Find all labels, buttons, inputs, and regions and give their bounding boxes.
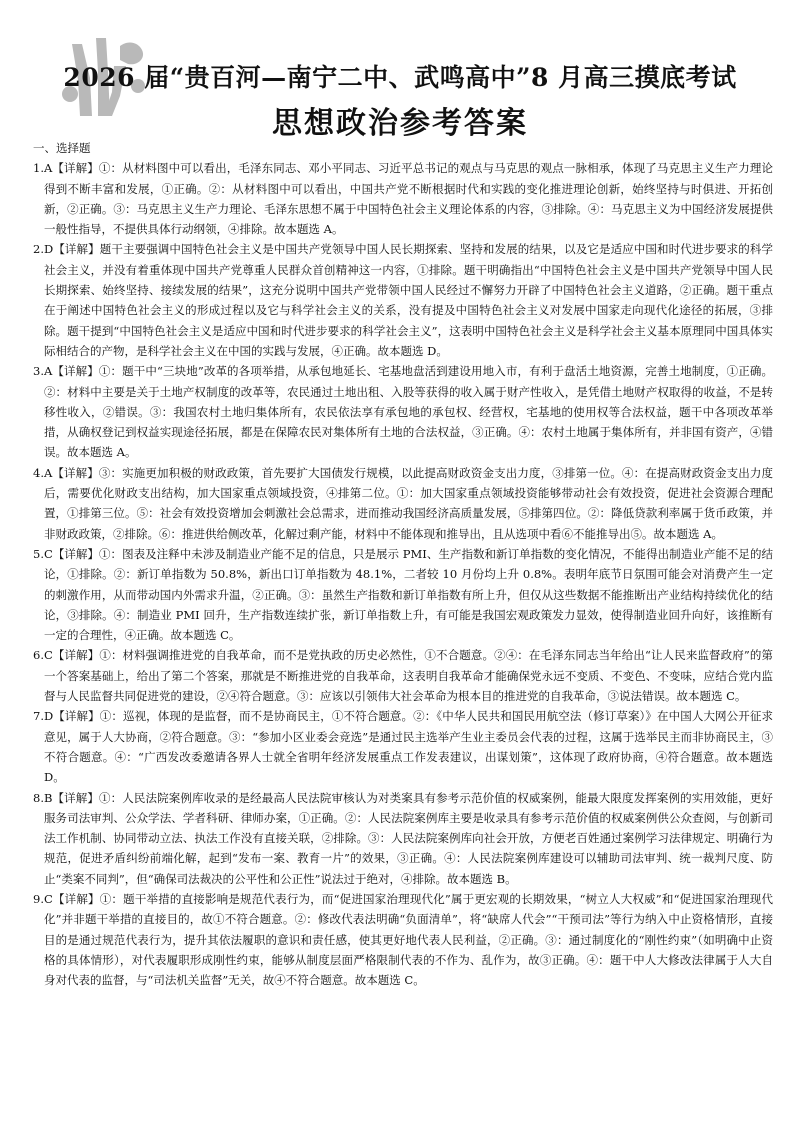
question-number: 7. bbox=[33, 709, 44, 724]
question-number: 3. bbox=[33, 364, 44, 379]
question-item-7 bbox=[33, 706, 773, 787]
question-number: 4. bbox=[33, 465, 44, 480]
question-item-1 bbox=[33, 158, 773, 239]
question-explanation: C【详解】①：题干举措的直接影响是规范代表行为，而“促进国家治理现代化”属于更宏观的长期效果，“树立人大权威”和“促进国家治理现代化”并非题干举措的直接目的，故①不符合题意。②：修改代表法明确“负面清单”，将“缺席人代会”“干预司法”等行为纳入中止资格情形，直接目的是通过规范代表行为，提升其依法履职的意识和责任感，使其更好地代表人民利益，②正确。③：通过制度化的“刚性约束”（如明确中止资格的具体情形），对代表履职形成刚性约束，能够从制度层面严格限制代表的不作为、乱作为，故③正确。④：题干中人大修改法律属于人大自身对代表的监督，与“司法机关监督”无关，故④不符合题意。故本题选 C。 bbox=[43, 891, 773, 988]
question-number: 6. bbox=[33, 648, 44, 663]
question-number: 9. bbox=[33, 891, 44, 906]
question-explanation: A【详解】③：实施更加积极的财政政策，首先要扩大国债发行规模，以此提高财政资金支出力度，③排第一位。④：在提高财政资金支出力度后，需要优化财政支出结构，加大国家重点领域投资，④排第二位。①：加大国家重点领域投资能够带动社会有效投资，促进社会资源合理配置，①排第三位。⑤：社会有效投资增加会刺激社会总需求，进而推动我国经济高质量发展，⑤排第四位。②：降低贷款利率属于货币政策，并非财政政策，②排除。⑥：推进供给侧改革，化解过剩产能，材料中不能体现和推导出，且从选项中看⑥不能推导出⑤。故本题选 A。 bbox=[43, 465, 773, 541]
question-explanation: D【详解】题干主要强调中国特色社会主义是中国共产党领导中国人民长期探索、坚持和发展的结果，以及它是适应中国和时代进步要求的科学社会主义，并没有着重体现中国共产党尊重人民群众首创精神这一内容，①排除。题干明确指出“中国特色社会主义是中国共产党领导中国人民长期探索、始终坚持、接续发展的结果”，这充分说明中国共产党带领中国人民经过不懈努力开辟了中国特色社会主义道路，②正确。题干重点在于阐述中国特色社会主义的形成过程以及它与科学社会主义的关系，没有提及中国特色社会主义对发展中国家走向现代化途径的拓展，③排除。题干提到“中国特色社会主义是适应中国和时代进步要求的科学社会主义”，这表明中国特色社会主义是科学社会主义基本原理同中国具体实际相结合的产物，是科学社会主义在中国的实践与发展，④正确。故本题选 D。 bbox=[43, 242, 773, 358]
question-item-5 bbox=[33, 544, 773, 645]
question-item-9 bbox=[33, 889, 773, 990]
question-item-6 bbox=[33, 645, 773, 706]
answer-key-title: 思想政治参考答案 bbox=[272, 106, 528, 141]
section-heading: 一、选择题 bbox=[33, 141, 91, 155]
question-number: 2. bbox=[33, 242, 44, 257]
question-explanation: C【详解】①：材料强调推进党的自我革命，而不是党执政的历史必然性，①不合题意。②④：在毛泽东同志当年给出“让人民来监督政府”的第一个答案基础上，给出了第二个答案，那就是不断推进党的自我革命，这表明自我革命才能确保党永远不变质、不变色、不变味，应结合党内监督与人民监督共同促进党的建设，②④符合题意。③：应该以引领伟大社会革命为根本目的推进党的自我革命，③说法错误。故本题选 C。 bbox=[43, 648, 773, 704]
question-item-8 bbox=[33, 788, 773, 889]
question-explanation: C【详解】①：图表及注释中未涉及制造业产能不足的信息，只是展示 PMI、生产指数和新订单指数的变化情况，不能得出制造业产能不足的结论，①排除。②：新订单指数为 50.8%，新出口订单指数为 48.1%，二者较 10 月份均上升 0.8%。表明年底节日氛围可能会对消费产生一定的刺激作用，从而带动国内外需求升温，②正确。③：虽然生产指数和新订单指数有所上升，但仅从这些数据不能推断出产业结构持续优化的结论，③排除。④：制造业 PMI 回升，生产指数连续扩张，新订单指数上升，有可能是我国宏观政策发力显效，使得制造业回升向好，该推断有一定的合理性，④正确。故本题选 C。 bbox=[43, 546, 773, 643]
question-explanation: D【详解】①：巡视，体现的是监督，而不是协商民主，①不符合题意。②：《中华人民共和国民用航空法（修订草案）》在中国人大网公开征求意见，属于人大协商，②符合题意。③：“参加小区业委会竞选”是通过民主选举产生业主委员会代表的过程，这属于选举民主而非协商民主，③不符合题意。④：“广西发改委邀请各界人士就全省明年经济发展重点工作发表建议，出谋划策”，这体现了政府协商，④符合题意。故本题选 D。 bbox=[43, 709, 773, 785]
question-explanation: A【详解】①：从材料图中可以看出，毛泽东同志、邓小平同志、习近平总书记的观点与马克思的观点一脉相承，体现了马克思主义生产力理论得到不断丰富和发展，①正确。②：从材料图中可以看出，中国共产党不断根据时代和实践的变化推进理论创新，始终坚持与时俱进、开拓创新，②正确。③：马克思主义生产力理论、毛泽东思想不属于中国特色社会主义理论体系的内容，③排除。④：马克思主义为中国经济发展提供一般性指导，不提供具体行动纲领，④排除。故本题选 A。 bbox=[43, 161, 773, 237]
answer-content bbox=[33, 138, 773, 990]
question-item-2 bbox=[33, 239, 773, 361]
question-number: 8. bbox=[33, 790, 44, 805]
question-number: 1. bbox=[33, 161, 44, 176]
question-explanation: B【详解】①：人民法院案例库收录的是经最高人民法院审核认为对类案具有参考示范价值的权威案例，能最大限度发挥案例的实用效能，更好服务司法审判、公众学法、学者科研、律师办案，①正确。②：人民法院案例库主要是收录具有参考示范价值的权威案例供公众查阅，与创新司法工作机制、协同带动立法、执法工作没有直接关联，②排除。③：人民法院案例库向社会开放，方便老百姓通过案例学习法律规定、明确行为规范，促进矛盾纠纷前端化解，起到“发布一案、教育一片”的效果，③正确。④：人民法院案例库建设可以辅助司法审判、统一裁判尺度、防止“类案不同判”，但“确保司法裁决的公平性和公正性”说法过于绝对，④排除。故本题选 B。 bbox=[43, 790, 773, 886]
question-item-3 bbox=[33, 361, 773, 462]
question-explanation: A【详解】①：题干中“三块地”改革的各项举措，从承包地延长、宅基地盘活到建设用地入市，有利于盘活土地资源，完善土地制度，①正确。②：材料中主要是关于土地产权制度的改革等，农民通过土地出租、入股等获得的收入属于财产性收入，是凭借土地财产权取得的收益，不是转移性收入，②错误。③：我国农村土地归集体所有，农民依法享有承包地的承包权、经营权，宅基地的使用权等合法权益，题干中各项改革举措，从确权登记到权益实现途径拓展，都是在保障农民对集体所有土地的合法权益，③正确。④：农村土地属于集体所有，并非国有资产，④错误。故本题选 A。 bbox=[43, 364, 773, 460]
question-item-4 bbox=[33, 463, 773, 544]
exam-title: 2026 届“贵百河—南宁二中、武鸣高中”8 月高三摸底考试 bbox=[63, 63, 737, 92]
question-number: 5. bbox=[33, 546, 44, 561]
